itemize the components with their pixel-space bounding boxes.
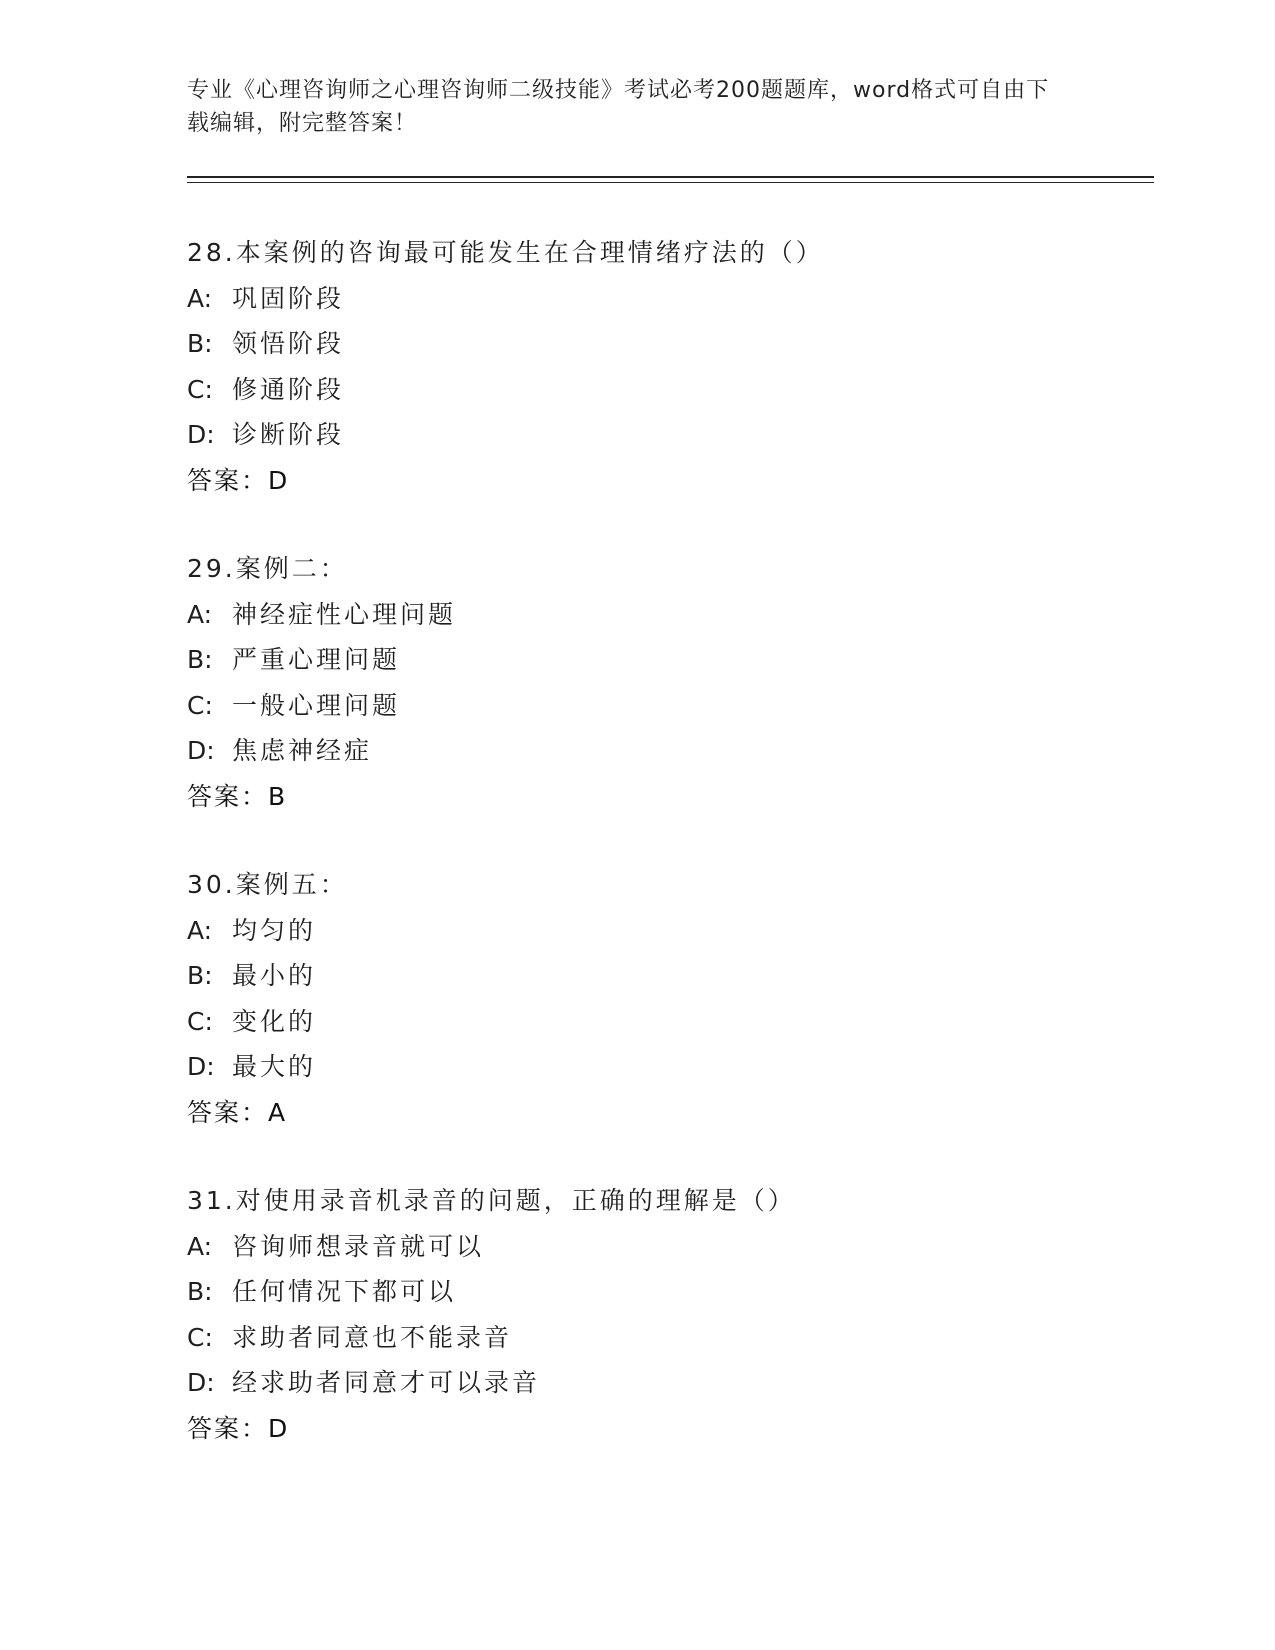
answer-value: D: [268, 465, 288, 495]
question-29: [187, 546, 1147, 820]
option-text: 最小的: [232, 961, 317, 991]
option-b: [187, 321, 1147, 367]
option-a: [187, 908, 1147, 954]
answer-label: 答案：: [187, 1413, 269, 1443]
option-text: 焦虑神经症: [232, 736, 373, 766]
option-text: 巩固阶段: [232, 283, 345, 313]
option-b: [187, 637, 1147, 683]
option-text: 均匀的: [232, 915, 317, 945]
option-letter: D:: [187, 420, 215, 450]
option-d: [187, 1360, 1147, 1406]
option-c: [187, 999, 1147, 1045]
option-letter: B:: [187, 961, 213, 991]
option-d: [187, 728, 1147, 774]
question-28: [187, 230, 1147, 504]
option-letter: D:: [187, 1052, 215, 1082]
option-letter: A:: [187, 1231, 213, 1261]
answer-label: 答案：: [187, 465, 269, 495]
answer-line: [187, 458, 1147, 504]
answer-line: [187, 1406, 1147, 1452]
answer-value: B: [268, 781, 286, 811]
header-divider-thick: [187, 176, 1154, 178]
option-text: 变化的: [232, 1006, 317, 1036]
option-text: 严重心理问题: [232, 645, 401, 675]
header-text: 专业《心理咨询师之心理咨询师二级技能》考试必考200题题库，word格式可自由下载编辑，附完整答案！: [187, 78, 1050, 136]
option-d: [187, 1044, 1147, 1090]
option-letter: C:: [187, 374, 213, 404]
header-divider-thin: [187, 182, 1154, 183]
answer-value: D: [268, 1413, 288, 1443]
answer-line: [187, 1090, 1147, 1136]
option-text: 神经症性心理问题: [232, 599, 457, 629]
question-stem: 31.对使用录音机录音的问题，正确的理解是（）: [187, 1186, 796, 1215]
option-b: [187, 953, 1147, 999]
option-text: 经求助者同意才可以录音: [232, 1368, 541, 1398]
question-stem: 29.案例二：: [187, 554, 348, 583]
answer-line: [187, 774, 1147, 820]
answer-label: 答案：: [187, 1097, 269, 1127]
option-letter: A:: [187, 283, 213, 313]
option-letter: C:: [187, 1006, 213, 1036]
option-a: [187, 1224, 1147, 1270]
option-letter: C:: [187, 1322, 213, 1352]
option-letter: D:: [187, 1368, 215, 1398]
option-b: [187, 1269, 1147, 1315]
answer-value: A: [268, 1097, 286, 1127]
option-text: 任何情况下都可以: [232, 1277, 457, 1307]
option-text: 咨询师想录音就可以: [232, 1231, 485, 1261]
option-letter: B:: [187, 329, 213, 359]
question-31: [187, 1178, 1147, 1452]
option-text: 诊断阶段: [232, 420, 345, 450]
option-letter: B:: [187, 645, 213, 675]
option-a: [187, 592, 1147, 638]
option-text: 求助者同意也不能录音: [232, 1322, 513, 1352]
option-letter: C:: [187, 690, 213, 720]
option-letter: D:: [187, 736, 215, 766]
question-30: [187, 862, 1147, 1136]
document-header: [187, 74, 1067, 140]
question-stem: 30.案例五：: [187, 870, 348, 899]
option-d: [187, 412, 1147, 458]
option-c: [187, 683, 1147, 729]
option-c: [187, 367, 1147, 413]
question-stem: 28.本案例的咨询最可能发生在合理情绪疗法的（）: [187, 238, 824, 267]
option-a: [187, 276, 1147, 322]
option-letter: B:: [187, 1277, 213, 1307]
option-text: 领悟阶段: [232, 329, 345, 359]
option-text: 修通阶段: [232, 374, 345, 404]
option-letter: A:: [187, 915, 213, 945]
option-letter: A:: [187, 599, 213, 629]
option-text: 一般心理问题: [232, 690, 401, 720]
option-c: [187, 1315, 1147, 1361]
answer-label: 答案：: [187, 781, 269, 811]
option-text: 最大的: [232, 1052, 317, 1082]
